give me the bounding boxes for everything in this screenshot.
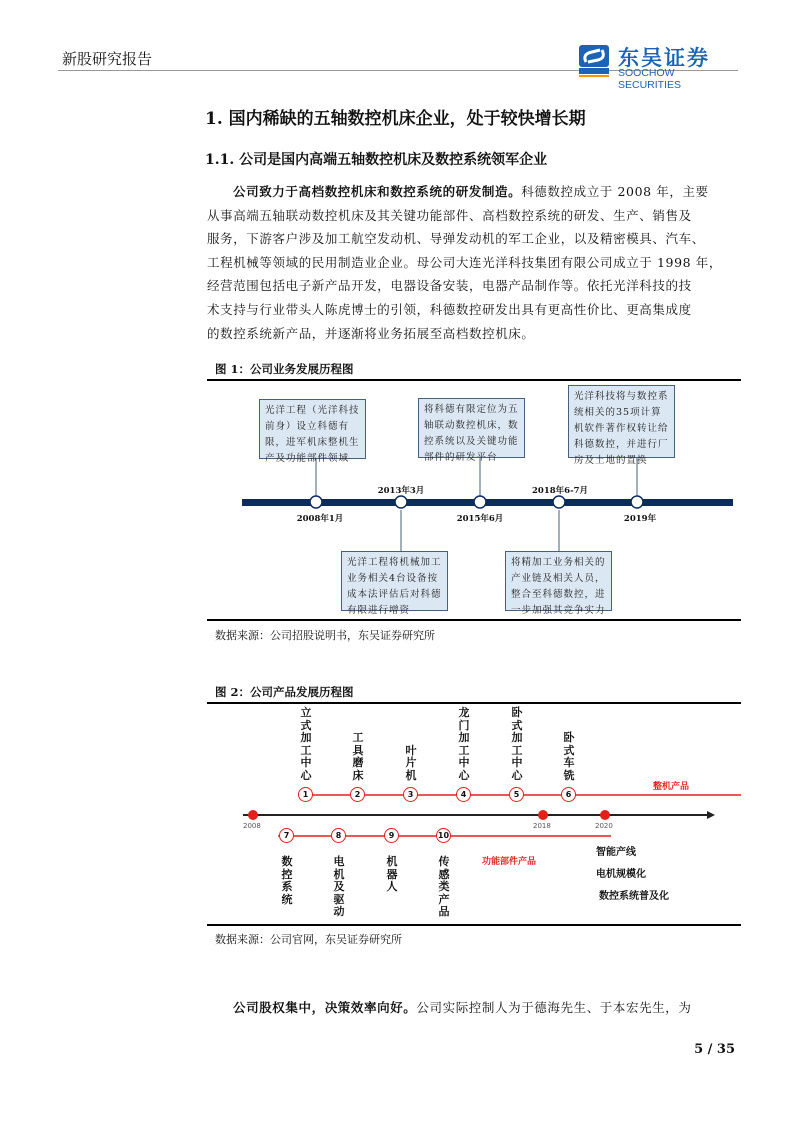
- text-line: 的数控系统新产品，并逐渐将业务拓展至高档数控机床。: [207, 325, 535, 341]
- timeline-node: [631, 496, 643, 508]
- machine-product-name: 卧式加工中心: [511, 706, 523, 782]
- paragraph-lead: 公司致力于高档数控机床和数控系统的研发制造。: [233, 184, 522, 199]
- year-dot: [248, 810, 258, 820]
- component-product-name: 数控系统: [281, 855, 293, 906]
- intro-paragraph: [207, 180, 722, 345]
- future-item: 数控系统普及化: [599, 891, 669, 902]
- figure2-source: 数据来源：公司官网，东吴证券研究所: [215, 933, 402, 946]
- machine-product-name: 工具磨床: [352, 731, 364, 782]
- timeline-node: [395, 496, 407, 508]
- text-line: 工程机械等领域的民用制造业企业。母公司大连光洋科技集团有限公司成立于 1998 年，: [207, 254, 722, 270]
- machine-product-name: 立式加工中心: [300, 706, 312, 782]
- future-directions: [596, 842, 669, 908]
- year-dot: [600, 810, 610, 820]
- product-number-circle: 2: [350, 787, 365, 802]
- logo-en: SOOCHOW SECURITIES: [618, 67, 682, 91]
- machine-products-label: 整机产品: [653, 782, 690, 792]
- event-box: 将科德有限定位为五轴联动数控机床，数控系统以及关键功能部件的研发平台: [418, 398, 525, 458]
- product-number-circle: 5: [509, 787, 524, 802]
- product-number-circle: 10: [436, 828, 451, 843]
- timeline-node: [310, 496, 322, 508]
- figure-rule: [207, 619, 741, 621]
- report-type: 新股研究报告: [62, 50, 153, 68]
- figure2-title: 图 2：公司产品发展历程图: [215, 685, 354, 699]
- event-box: 光洋工程将机械加工业务相关4台设备按成本法评估后对科德有限进行增资: [341, 551, 448, 611]
- text-line: 科德数控成立于 2008 年，主要: [521, 184, 709, 199]
- product-number-circle: 7: [279, 828, 294, 843]
- component-product-name: 电机及驱动: [333, 855, 345, 918]
- event-box: 将精加工业务相关的产业链及相关人员，整合至科德数控，进一步加强其竞争实力: [505, 551, 612, 611]
- figure1-source: 数据来源：公司招股说明书，东吴证券研究所: [215, 629, 435, 642]
- business-timeline: [207, 381, 741, 619]
- timeline-date: 2018年6-7月: [531, 486, 589, 496]
- text-line: 服务，下游客户涉及加工航空发动机、导弹发动机的军工企业，以及精密模具、汽车、: [207, 231, 705, 247]
- timeline-date: 2008年1月: [296, 514, 344, 524]
- arrow-icon: [707, 811, 715, 819]
- section-heading: 1. 国内稀缺的五轴数控机床企业，处于较快增长期: [205, 109, 586, 129]
- logo-mark-icon: [578, 44, 612, 78]
- component-product-name: 传感类产品: [438, 855, 450, 918]
- machine-product-name: 龙门加工中心: [458, 706, 470, 782]
- subsection-heading: 1.1. 公司是国内高端五轴数控机床及数控系统领军企业: [205, 152, 548, 168]
- figure-rule: [207, 924, 741, 926]
- text-line: 公司实际控制人为于德海先生、于本宏先生，为: [416, 1000, 692, 1015]
- text-line: 从事高端五轴联动数控机床及其关键功能部件、高档数控系统的研发、生产、销售及: [207, 207, 692, 223]
- year-label: 2020: [595, 822, 613, 830]
- component-products-label: 功能部件产品: [482, 857, 537, 867]
- timeline-node: [553, 496, 565, 508]
- event-box: 光洋工程（光洋科技前身）设立科德有限，进军机床整机生产及功能部件领域: [259, 399, 366, 459]
- timeline-date: 2015年6月: [456, 514, 504, 524]
- machine-product-name: 叶片机: [405, 743, 417, 782]
- future-item: 电机规模化: [596, 869, 646, 880]
- company-logo: [578, 44, 740, 91]
- product-timeline: [207, 704, 741, 924]
- figure1-title: 图 1：公司业务发展历程图: [215, 362, 354, 376]
- product-number-circle: 3: [403, 787, 418, 802]
- timeline-node: [474, 496, 486, 508]
- product-number-circle: 4: [456, 787, 471, 802]
- year-dot: [538, 810, 548, 820]
- page-number: 5 / 35: [694, 1042, 735, 1057]
- timeline-date: 2019年: [623, 514, 657, 524]
- component-product-name: 机器人: [386, 855, 398, 893]
- year-label: 2018: [533, 822, 551, 830]
- logo-cn: 东吴证券: [618, 46, 710, 70]
- year-label: 2008: [243, 822, 261, 830]
- paragraph-lead: 公司股权集中，决策效率向好。: [233, 1000, 417, 1015]
- text-line: 术支持与行业带头人陈虎博士的引领，科德数控研发出具有更高性价比、更高集成度: [207, 301, 692, 317]
- event-box: 光洋科技将与数控系统相关的35项计算机软件著作权转让给科德数控，并进行厂房及土地的置换: [568, 385, 675, 458]
- timeline-date: 2013年3月: [377, 486, 425, 496]
- product-number-circle: 9: [384, 828, 399, 843]
- product-number-circle: 1: [298, 787, 313, 802]
- ownership-paragraph: [207, 996, 692, 1020]
- product-number-circle: 8: [331, 828, 346, 843]
- text-line: 经营范围包括电子新产品开发，电器设备安装，电器产品制作等。依托光洋科技的技: [207, 278, 692, 294]
- future-item: 智能产线: [596, 847, 636, 858]
- product-number-circle: 6: [561, 787, 576, 802]
- machine-product-name: 卧式车铣: [563, 731, 575, 782]
